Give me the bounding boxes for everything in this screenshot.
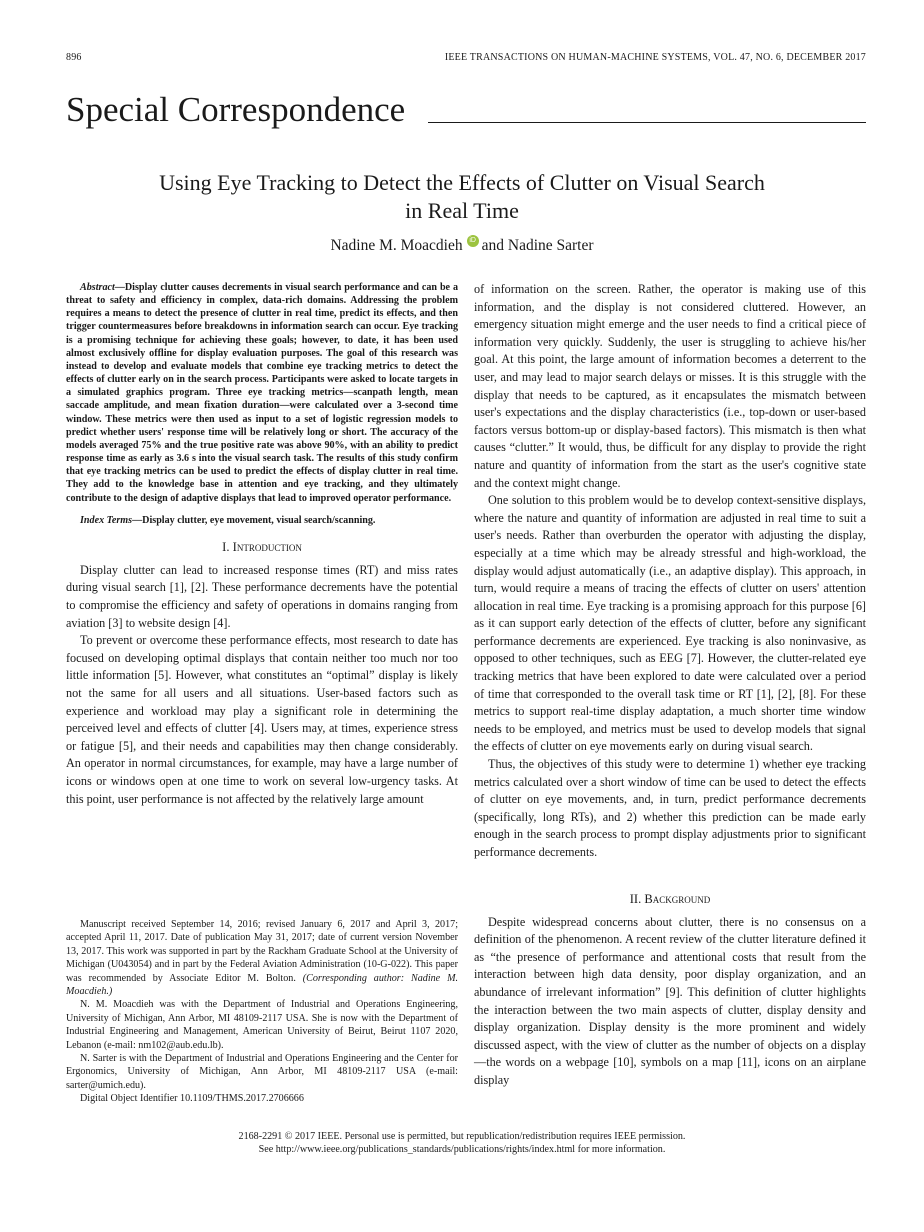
section-title: Special Correspondence: [66, 90, 406, 129]
section-number: II.: [629, 891, 642, 906]
rights-link[interactable]: See http://www.ieee.org/publications_standards/publications/rights/index.html for more information.: [258, 1144, 666, 1156]
section-heading-background: [474, 891, 866, 907]
title-line-2: in Real Time: [405, 198, 519, 223]
section-heading-introduction: [66, 539, 458, 555]
author-1: Nadine M. Moacdieh: [330, 237, 463, 254]
paper-title: [100, 169, 824, 225]
corresponding-author: (Corresponding author: Nadine M. Moacdieh.): [66, 972, 459, 998]
journal-header: IEEE TRANSACTIONS ON HUMAN-MACHINE SYSTEMS, VOL. 47, NO. 6, DECEMBER 2017: [444, 52, 866, 63]
doi: Digital Object Identifier 10.1109/THMS.2017.2706666: [80, 1093, 304, 1105]
section-rule: [428, 122, 866, 123]
index-terms-label: Index Terms: [80, 514, 133, 526]
footnote-author-1: N. M. Moacdieh was with the Department of Industrial and Operations Engineering, University of Michigan, Ann Arbor, MI 48109-2117 USA. She is now with the Department of Industrial Engineering and Management, American University of Beirut, Beirut 1107 2020, Lebanon (e-mail: nm102@aub.edu.lb).: [66, 999, 458, 1051]
title-line-1: Using Eye Tracking to Detect the Effects of Clutter on Visual Search: [159, 170, 765, 195]
section-number: I.: [222, 539, 230, 554]
intro-paragraph-2-continued: of information on the screen. Rather, the operator is making use of this information, and the display is not considered cluttered. However, an emergency situation might emerge and the user needs to find a critical piece of information very quickly. Suddenly, the user is struggling to achieve his/her goal. At this point, the large amount of information becomes a deterrent to the user, and may lead to major search delays or misses. It is this struggle with the display that needs to be captured, as it encapsulates the mismatch between user's expectations and the display characteristics (i.e., top-down or user-based factors versus bottom-up or display-based factors). This mismatch is then what causes “clutter.” It would, thus, be difficult for any display to provide the right nature and quantity of information from the start as the user's cognitive state and the context might change.: [474, 282, 866, 490]
index-terms: [66, 514, 458, 527]
left-column: [66, 281, 458, 808]
section-heading-text: Background: [644, 891, 711, 906]
footnotes: [66, 918, 458, 1106]
intro-paragraph-4: Thus, the objectives of this study were to determine 1) whether eye tracking metrics calculated over a short window of time can be used to detect the effects of clutter on eye movements, and, in turn, predict performance decrements (specifically, long RTs), and 2) whether this prediction can be made early enough in the search process to prompt display adjustments prior to significant performance decrements.: [474, 757, 866, 859]
orcid-icon[interactable]: iD: [467, 235, 479, 247]
abstract-label: Abstract: [80, 282, 115, 293]
author-2: and Nadine Sarter: [481, 237, 594, 254]
authors: [100, 235, 824, 255]
intro-paragraph-3: One solution to this problem would be to develop context-sensitive displays, where the nature and quantity of information are adjusted in real time to suit a user's needs. Rather than overburden the operator with adjusting the display, especially at a time which may be already stressful and high-workload, the display would adjust automatically (i.e., an adaptive display). This approach, in turn, would require a means of tracing the effects of clutter on users' attention allocation in real time. Eye tracking is a promising approach for this purpose [6] as it can support early detection of the effects of clutter, before any significant performance decrements are experienced. Eye tracking is also noninvasive, as opposed to other techniques, such as EEG [7]. However, the clutter-related eye tracking metrics that have been explored to date were calculated over a period of time that corresponded to the overall task time or RT [1], [2], [8]. For these metrics to support real-time display adaptation, a much shorter time window needs to be employed, and metrics must be used to develop models that signal the effects of clutter on eye movements early on during visual search.: [474, 493, 866, 754]
footnote-author-2: N. Sarter is with the Department of Industrial and Operations Engineering and the Center for Ergonomics, University of Michigan, Ann Arbor, MI 48109-2117 USA (e-mail: sarter@umich.edu).: [66, 1053, 458, 1091]
page-number: 896: [66, 52, 82, 63]
intro-paragraph-1: Display clutter can lead to increased response times (RT) and miss rates during visual search [1], [2]. These performance decrements have the potential to compromise the efficiency and safety of operations in domains ranging from aviation [3] to website design [4].: [66, 562, 458, 630]
abstract: [66, 281, 458, 505]
background-paragraph-1: Despite widespread concerns about clutter, there is no consensus on a definition of the phenomenon. A recent review of the clutter literature defined it as “the presence of performance and attentional costs that result from the interaction between high data density, poor display organization, and an abundance of irrelevant information” [9]. This definition of clutter highlights the interaction between the two main aspects of clutter, display density and display organization. Display density is the more prominent and widely discussed aspect, with the view of clutter as the number of objects on a display—the words on a webpage [10], symbols on a map [11], icons on an airplane display: [474, 914, 866, 1087]
right-column: [474, 281, 866, 1090]
index-terms-text: —Display clutter, eye movement, visual search/scanning.: [132, 514, 376, 526]
abstract-text: —Display clutter causes decrements in visual search performance and can be a threat to safety and efficiency in complex, data-rich domains. Addressing the problem requires a means to detect the presence of clutter in real time, predict its effects, and then trigger countermeasures before breakdowns in information search can occur. Eye tracking is a promising technique for achieving these goals; however, to date, it has been used almost exclusively offline for display evaluation purposes. The goal of this research was instead to develop and evaluate models that combine eye tracking metrics to detect the effects of clutter early on in the search process. Participants were asked to locate targets in a simulated graphics program. Three eye tracking metrics—scanpath length, mean saccade amplitude, and mean fixation duration—were calculated over a 3-second time window. These metrics were then used as input to a set of logistic regression models to predict whether users' response time will be relatively long or short. The accuracy of the models averaged 75% and the true positive rate was above 90%, with an ability to predict response time as early as 3.6 s into the visual search task. The results of this study confirm that eye tracking metrics can be used to predict the effects of display clutter in real time. They add to the knowledge base in attention and eye tracking, and they ultimately contribute to the design of adaptive displays that lead to improved operator performance.: [66, 282, 458, 504]
footnote-manuscript: [66, 918, 458, 998]
copyright-line: 2168-2291 © 2017 IEEE. Personal use is permitted, but republication/redistribution requires IEEE permission.: [238, 1131, 686, 1142]
copyright-notice: [66, 1130, 858, 1157]
section-heading-text: Introduction: [232, 539, 302, 554]
footnote-manuscript-text: Manuscript received September 14, 2016; revised January 6, 2017 and April 3, 2017; accepted April 11, 2017. Date of publication May 31, 2017; date of current version November 13, 2017. This work was supported in part by the Rackham Graduate School at the University of Michigan (U043054) and in part by the Federal Aviation Administration (10-G-022). This paper was recommended by Associate Editor M. Bolton.: [66, 919, 458, 984]
intro-paragraph-2: To prevent or overcome these performance effects, most research to date has focused on developing optimal displays that contain neither too much nor too little information [5]. However, what constitutes an “optimal” display is likely not the same for all users and all situations. User-based factors such as experience and workload may play a significant role in determining the perceived level and effects of clutter [4]. Users may, at times, experience stress or fatigue [5], and their needs and capabilities may then change considerably. An operator in normal circumstances, for example, may have a large number of icons or windows open at one time to work on several low-urgency tasks. At this point, user performance is not affected by the relatively large amount: [66, 633, 458, 806]
